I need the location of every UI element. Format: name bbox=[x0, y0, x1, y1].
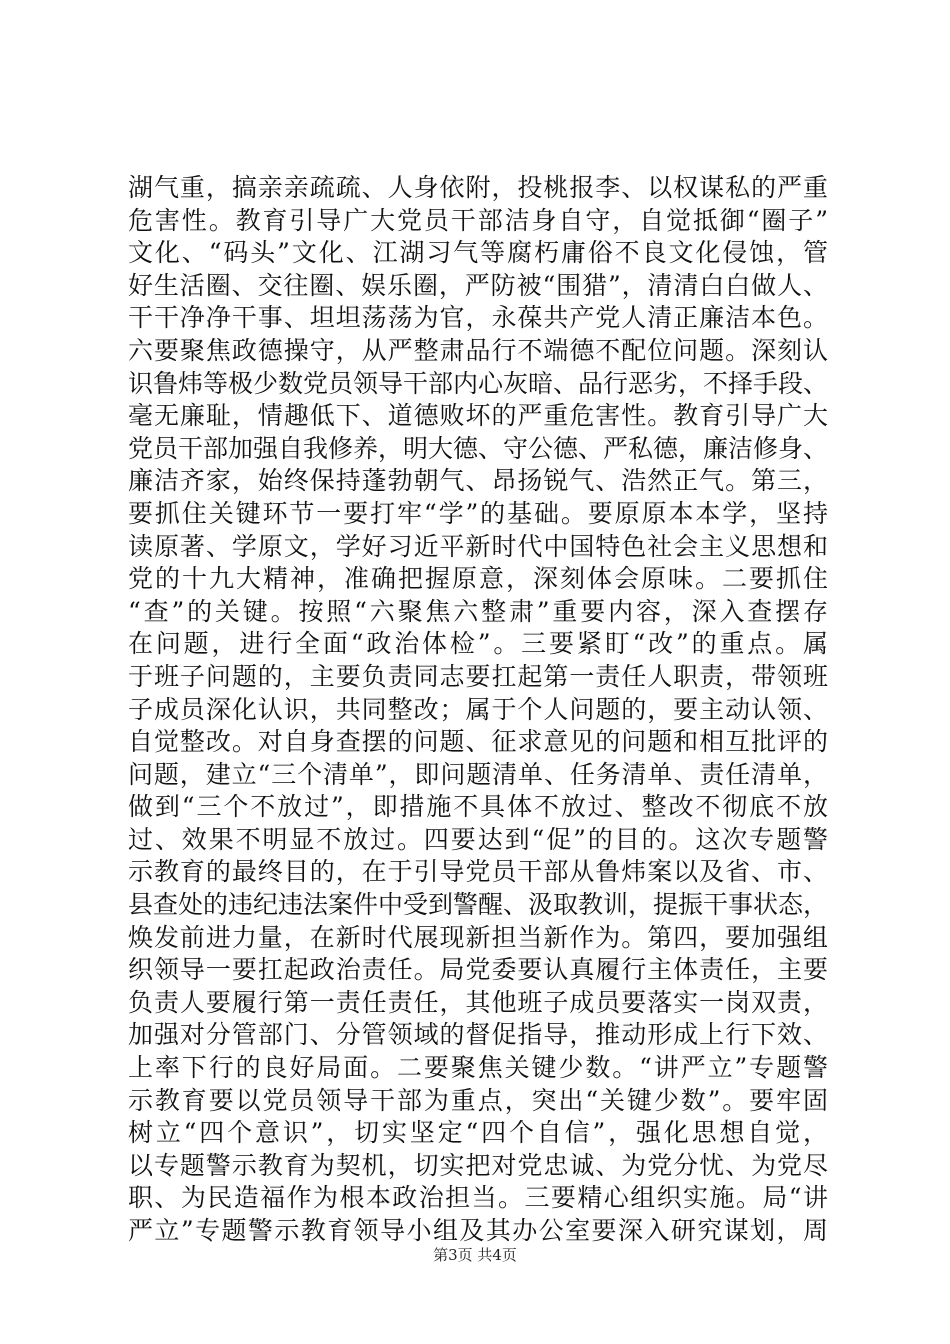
text-line: 干干净净干事、坦坦荡荡为官，永葆共产党人清正廉洁本色。 bbox=[128, 303, 828, 333]
text-line: 树立“四个意识”，切实坚定“四个自信”，强化思想自觉， bbox=[128, 1118, 828, 1148]
page-number-label: 第3页 共4页 bbox=[433, 1246, 517, 1264]
text-line: 问题，建立“三个清单”，即问题清单、任务清单、责任清单， bbox=[128, 759, 828, 789]
text-line: 织领导一要扛起政治责任。局党委要认真履行主体责任，主要 bbox=[128, 955, 828, 985]
text-line: 识鲁炜等极少数党员领导干部内心灰暗、品行恶劣，不择手段、 bbox=[128, 368, 829, 398]
text-line: 严立”专题警示教育领导小组及其办公室要深入研究谋划，周 bbox=[128, 1216, 828, 1245]
text-line: 加强对分管部门、分管领域的督促指导，推动形成上行下效、 bbox=[128, 1020, 828, 1050]
text-line: 职、为民造福作为根本政治担当。三要精心组织实施。局“讲 bbox=[128, 1183, 828, 1213]
text-line: 于班子问题的，主要负责同志要扛起第一责任人职责，带领班 bbox=[128, 661, 828, 691]
page-footer bbox=[0, 1244, 950, 1265]
body-text bbox=[128, 172, 828, 1248]
text-line: 示教育的最终目的，在于引导党员干部从鲁炜案以及省、市、 bbox=[128, 857, 828, 887]
text-line: 负责人要履行第一责任责任，其他班子成员要落实一岗双责， bbox=[128, 987, 828, 1017]
text-line: 子成员深化认识，共同整改；属于个人问题的，要主动认领、 bbox=[128, 694, 828, 724]
text-line: 毫无廉耻，情趣低下、道德败坏的严重危害性。教育引导广大 bbox=[128, 401, 828, 431]
text-line: 上率下行的良好局面。二要聚焦关键少数。“讲严立”专题警 bbox=[128, 1053, 828, 1083]
text-line: 县查处的违纪违法案件中受到警醒、汲取教训，提振干事状态， bbox=[128, 890, 829, 920]
text-line: 廉洁齐家，始终保持蓬勃朝气、昂扬锐气、浩然正气。第三， bbox=[128, 466, 828, 496]
text-line: 示教育要以党员领导干部为重点，突出“关键少数”。要牢固 bbox=[128, 1085, 828, 1115]
text-line: 过、效果不明显不放过。四要达到“促”的目的。这次专题警 bbox=[128, 824, 828, 854]
text-line: 党的十九大精神，准确把握原意，深刻体会原味。二要抓住 bbox=[128, 564, 828, 594]
text-line: 危害性。教育引导广大党员干部洁身自守，自觉抵御“圈子” bbox=[128, 205, 828, 235]
text-line: 湖气重，搞亲亲疏疏、人身依附，投桃报李、以权谋私的严重 bbox=[128, 173, 828, 202]
text-line: 做到“三个不放过”，即措施不具体不放过、整改不彻底不放 bbox=[128, 792, 828, 822]
text-line: 读原著、学原文，学好习近平新时代中国特色社会主义思想和 bbox=[128, 531, 828, 561]
text-line: 文化、“码头”文化、江湖习气等腐朽庸俗不良文化侵蚀，管 bbox=[128, 238, 828, 268]
text-line: 六要聚焦政德操守，从严整肃品行不端德不配位问题。深刻认 bbox=[128, 335, 828, 365]
text-line: 党员干部加强自我修养，明大德、守公德、严私德，廉洁修身、 bbox=[128, 433, 829, 463]
text-line: 在问题，进行全面“政治体检”。三要紧盯“改”的重点。属 bbox=[128, 629, 828, 659]
text-line: 以专题警示教育为契机，切实把对党忠诚、为党分忧、为党尽 bbox=[128, 1150, 828, 1180]
text-line: 焕发前进力量，在新时代展现新担当新作为。第四，要加强组 bbox=[128, 922, 828, 952]
text-line: 要抓住关键环节一要打牢“学”的基础。要原原本本学，坚持 bbox=[128, 498, 828, 528]
text-line: 自觉整改。对自身查摆的问题、征求意见的问题和相互批评的 bbox=[128, 727, 828, 757]
text-line: “查”的关键。按照“六聚焦六整肃”重要内容，深入查摆存 bbox=[128, 596, 828, 626]
text-line: 好生活圈、交往圈、娱乐圈，严防被“围猎”，清清白白做人、 bbox=[128, 270, 828, 300]
